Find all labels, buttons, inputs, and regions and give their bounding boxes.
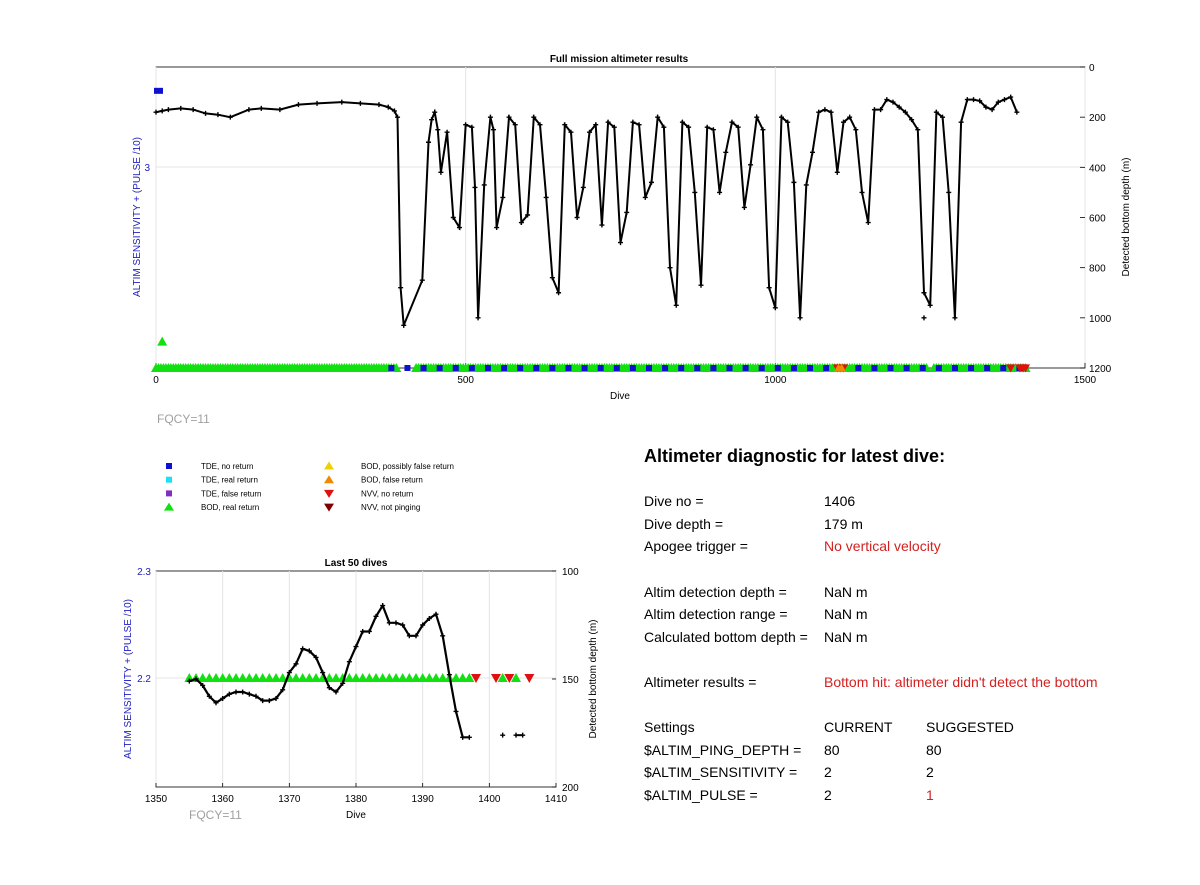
bottom-x-tick-label: 1370: [278, 794, 301, 805]
results-value: Bottom hit: altimeter didn't detect the bottom: [824, 674, 1098, 690]
legend-label: TDE, no return: [201, 462, 254, 471]
tde-no-return-marker: [920, 365, 926, 371]
bottom-y-right-tick-label: 150: [562, 675, 579, 686]
depth-point: [946, 190, 951, 195]
depth-point: [491, 127, 496, 132]
top-x-tick-label: 1000: [764, 375, 787, 386]
depth-point: [860, 190, 865, 195]
depth-point: [500, 195, 505, 200]
depth-point: [445, 130, 450, 135]
depth-point: [277, 107, 282, 112]
ping-depth-current: 80: [824, 742, 840, 758]
top-y-right-tick-label: 200: [1089, 113, 1106, 125]
bottom-x-tick-label: 1360: [211, 794, 234, 805]
tde-no-return-marker: [614, 365, 620, 371]
tde-no-return-marker: [598, 365, 604, 371]
legend-label: BOD, possibly false return: [361, 462, 454, 471]
depth-point: [166, 107, 171, 112]
bottom-x-tick-label: 1400: [478, 794, 501, 805]
pulse-current: 2: [824, 787, 832, 803]
tde-no-return-marker: [437, 365, 443, 371]
tde-no-return-marker: [421, 365, 427, 371]
depth-point: [339, 100, 344, 105]
bottom-y-left-tick-label: 2.2: [137, 674, 151, 685]
depth-point: [674, 303, 679, 308]
depth-point: [467, 735, 472, 740]
depth-point: [240, 689, 245, 694]
bottom-x-ticks: [145, 783, 568, 805]
depth-point: [215, 112, 220, 117]
depth-point: [296, 102, 301, 107]
top-x-tick-label: 500: [457, 375, 475, 386]
depth-point: [454, 709, 459, 714]
top-chart-title: Full mission altimeter results: [549, 54, 689, 65]
tde-no-return-marker: [549, 365, 555, 371]
depth-point: [804, 182, 809, 187]
depth-point: [435, 127, 440, 132]
tde-no-return-marker: [694, 365, 700, 371]
top-x-tick-label: 1500: [1073, 375, 1097, 386]
tde-no-return-marker: [710, 365, 716, 371]
depth-point: [798, 315, 803, 320]
ping-depth-suggested: 80: [926, 742, 942, 758]
tde-no-return-marker: [952, 365, 958, 371]
diagnostic-title: Altimeter diagnostic for latest dive:: [644, 446, 946, 466]
depth-point: [472, 185, 477, 190]
tde-no-return-marker: [1000, 365, 1006, 371]
bottom-y-right-tick-label: 100: [562, 567, 579, 578]
tde-no-return-marker: [855, 365, 861, 371]
depth-point: [520, 733, 525, 738]
results-label: Altimeter results =: [644, 674, 757, 690]
calc-depth-label: Calculated bottom depth =: [644, 629, 808, 645]
pulse-label: $ALTIM_PULSE =: [644, 787, 758, 803]
current-header: CURRENT: [824, 719, 893, 735]
apogee-value: No vertical velocity: [824, 538, 941, 554]
depth-point: [247, 692, 252, 697]
tde-no-return-marker: [453, 365, 459, 371]
tde-no-return-marker: [678, 365, 684, 371]
depth-point: [315, 101, 320, 106]
depth-point: [426, 140, 431, 145]
tde-no-return-marker: [904, 365, 910, 371]
depth-point: [767, 285, 772, 290]
tde-no-return-marker: [630, 365, 636, 371]
depth-point: [872, 107, 877, 112]
depth-point: [668, 265, 673, 270]
legend-label: NVV, no return: [361, 489, 414, 499]
depth-point: [376, 102, 381, 107]
tde-no-return-marker: [743, 365, 749, 371]
tde-no-return-marker: [533, 365, 539, 371]
tde-no-return-marker: [888, 365, 894, 371]
tde-no-return-marker: [871, 365, 877, 371]
tde-no-return-marker: [807, 365, 813, 371]
depth-point: [440, 633, 445, 638]
bottom-y-right-label: Detected bottom depth (m): [588, 619, 599, 739]
bottom-chart-title: Last 50 dives: [324, 558, 388, 569]
tde-no-return-marker: [154, 88, 163, 94]
legend-label: TDE, false return: [201, 489, 262, 499]
top-y-right-label: Detected bottom depth (m): [1121, 157, 1132, 277]
settings-label: Settings: [644, 719, 695, 735]
bottom-y-left-tick-label: 2.3: [137, 567, 151, 578]
depth-point: [952, 315, 957, 320]
full-mission-chart: [132, 54, 1132, 426]
legend-label: NVV, not pinging: [361, 503, 421, 513]
top-y-right-tick-label: 800: [1089, 263, 1106, 275]
bottom-fqcy-annotation: FQCY=11: [189, 808, 242, 822]
tde-no-return-marker: [759, 365, 765, 371]
depth-point: [965, 97, 970, 102]
depth-point: [154, 110, 159, 115]
dive-no-value: 1406: [824, 493, 856, 509]
top-depth-points: [154, 95, 1020, 328]
pulse-suggested: 1: [926, 787, 934, 803]
tde-no-return-marker: [823, 365, 829, 371]
top-grid: [156, 67, 1085, 368]
depth-point: [699, 283, 704, 288]
depth-point: [394, 620, 399, 625]
top-y-right-tick-label: 0: [1089, 63, 1095, 74]
ping-depth-label: $ALTIM_PING_DEPTH =: [644, 742, 802, 758]
depth-point: [921, 315, 926, 320]
depth-point: [835, 170, 840, 175]
depth-point: [178, 106, 183, 111]
depth-point: [259, 106, 264, 111]
bottom-y-left-label: ALTIM SENSITIVITY + (PULSE /10): [123, 599, 134, 759]
depth-point: [866, 220, 871, 225]
top-x-tick-label: 0: [153, 375, 159, 386]
top-y-right-tick-label: 600: [1089, 213, 1106, 225]
legend-square-icon: [166, 463, 172, 469]
dive-no-label: Dive no =: [644, 493, 704, 509]
depth-point: [575, 215, 580, 220]
det-depth-label: Altim detection depth =: [644, 584, 787, 600]
top-fqcy-annotation: FQCY=11: [157, 412, 210, 426]
tde-no-return-marker: [775, 365, 781, 371]
legend-square-icon: [166, 490, 172, 496]
legend-label: BOD, real return: [201, 503, 260, 513]
depth-point: [971, 97, 976, 102]
depth-point: [723, 150, 728, 155]
depth-point: [692, 190, 697, 195]
legend-square-icon: [166, 477, 172, 483]
tde-no-return-marker: [646, 365, 652, 371]
dive-depth-label: Dive depth =: [644, 516, 723, 532]
tde-no-return-marker: [662, 365, 668, 371]
sensitivity-label: $ALTIM_SENSITIVITY =: [644, 764, 798, 780]
det-depth-value: NaN m: [824, 584, 868, 600]
sensitivity-current: 2: [824, 764, 832, 780]
legend-triangle-up-icon: [164, 503, 174, 511]
top-plot-frame: [156, 67, 1085, 368]
depth-point: [494, 225, 499, 230]
tde-no-return-marker: [404, 365, 410, 371]
det-range-value: NaN m: [824, 606, 868, 622]
depth-point: [624, 210, 629, 215]
tde-no-return-marker: [968, 365, 974, 371]
tde-no-return-marker: [517, 365, 523, 371]
depth-point: [358, 101, 363, 106]
tde-no-return-marker: [565, 365, 571, 371]
depth-point: [500, 733, 505, 738]
top-y-right-tick-label: 400: [1089, 163, 1106, 175]
tde-no-return-marker: [485, 365, 491, 371]
tde-no-return-marker: [501, 365, 507, 371]
bottom-x-tick-label: 1410: [544, 794, 568, 805]
depth-point: [191, 107, 196, 112]
depth-point: [160, 108, 165, 113]
bottom-y-right-tick-label: 200: [562, 783, 579, 794]
tde-no-return-marker: [791, 365, 797, 371]
bottom-x-label: Dive: [345, 810, 367, 821]
calc-depth-value: NaN m: [824, 629, 868, 645]
depth-point: [791, 180, 796, 185]
top-y-left-label: ALTIM SENSITIVITY + (PULSE /10): [132, 137, 143, 297]
legend-triangle-down-icon: [324, 490, 334, 498]
suggested-header: SUGGESTED: [926, 719, 1014, 735]
tde-no-return-marker: [936, 365, 942, 371]
depth-point: [203, 111, 208, 116]
legend-triangle-down-icon: [324, 504, 334, 512]
top-y-left-ticks: [144, 163, 150, 174]
bod-real-marker: [157, 337, 167, 346]
depth-point: [544, 195, 549, 200]
depth-point: [599, 223, 604, 228]
bottom-x-tick-label: 1390: [411, 794, 434, 805]
tde-no-return-marker: [388, 365, 394, 371]
top-y-right-tick-label: 1200: [1089, 364, 1112, 375]
top-depth-line: [156, 97, 1017, 325]
legend-label: BOD, false return: [361, 475, 423, 485]
legend-label: TDE, real return: [201, 475, 258, 485]
depth-point: [460, 735, 465, 740]
depth-point: [959, 120, 964, 125]
tde-no-return-marker: [984, 365, 990, 371]
top-y-right-tick-label: 1000: [1089, 313, 1112, 325]
depth-point: [398, 285, 403, 290]
top-y-left-tick-label: 3: [144, 163, 150, 174]
tde-no-return-marker: [727, 365, 733, 371]
apogee-label: Apogee trigger =: [644, 538, 748, 554]
bottom-depth-line: [189, 606, 469, 738]
top-x-label: Dive: [609, 391, 631, 402]
depth-point: [581, 185, 586, 190]
dive-depth-value: 179 m: [824, 516, 863, 532]
bottom-x-tick-label: 1350: [144, 794, 168, 805]
depth-point: [476, 315, 481, 320]
depth-point: [810, 150, 815, 155]
last-50-dives-chart: [123, 558, 599, 822]
legend-triangle-up-icon: [324, 475, 334, 483]
bottom-x-tick-label: 1380: [344, 794, 368, 805]
depth-point: [514, 733, 519, 738]
depth-point: [482, 182, 487, 187]
depth-point: [267, 698, 272, 703]
depth-point: [773, 305, 778, 310]
tde-no-return-marker: [469, 365, 475, 371]
sensitivity-suggested: 2: [926, 764, 934, 780]
depth-point: [488, 115, 493, 120]
legend-triangle-up-icon: [324, 462, 334, 470]
depth-point: [234, 689, 239, 694]
depth-point: [618, 240, 623, 245]
depth-point: [742, 205, 747, 210]
det-range-label: Altim detection range =: [644, 606, 788, 622]
tde-no-return-marker: [582, 365, 588, 371]
depth-point: [438, 170, 443, 175]
depth-point: [717, 190, 722, 195]
bottom-y-left-ticks: [137, 567, 151, 685]
legend: [164, 462, 454, 513]
